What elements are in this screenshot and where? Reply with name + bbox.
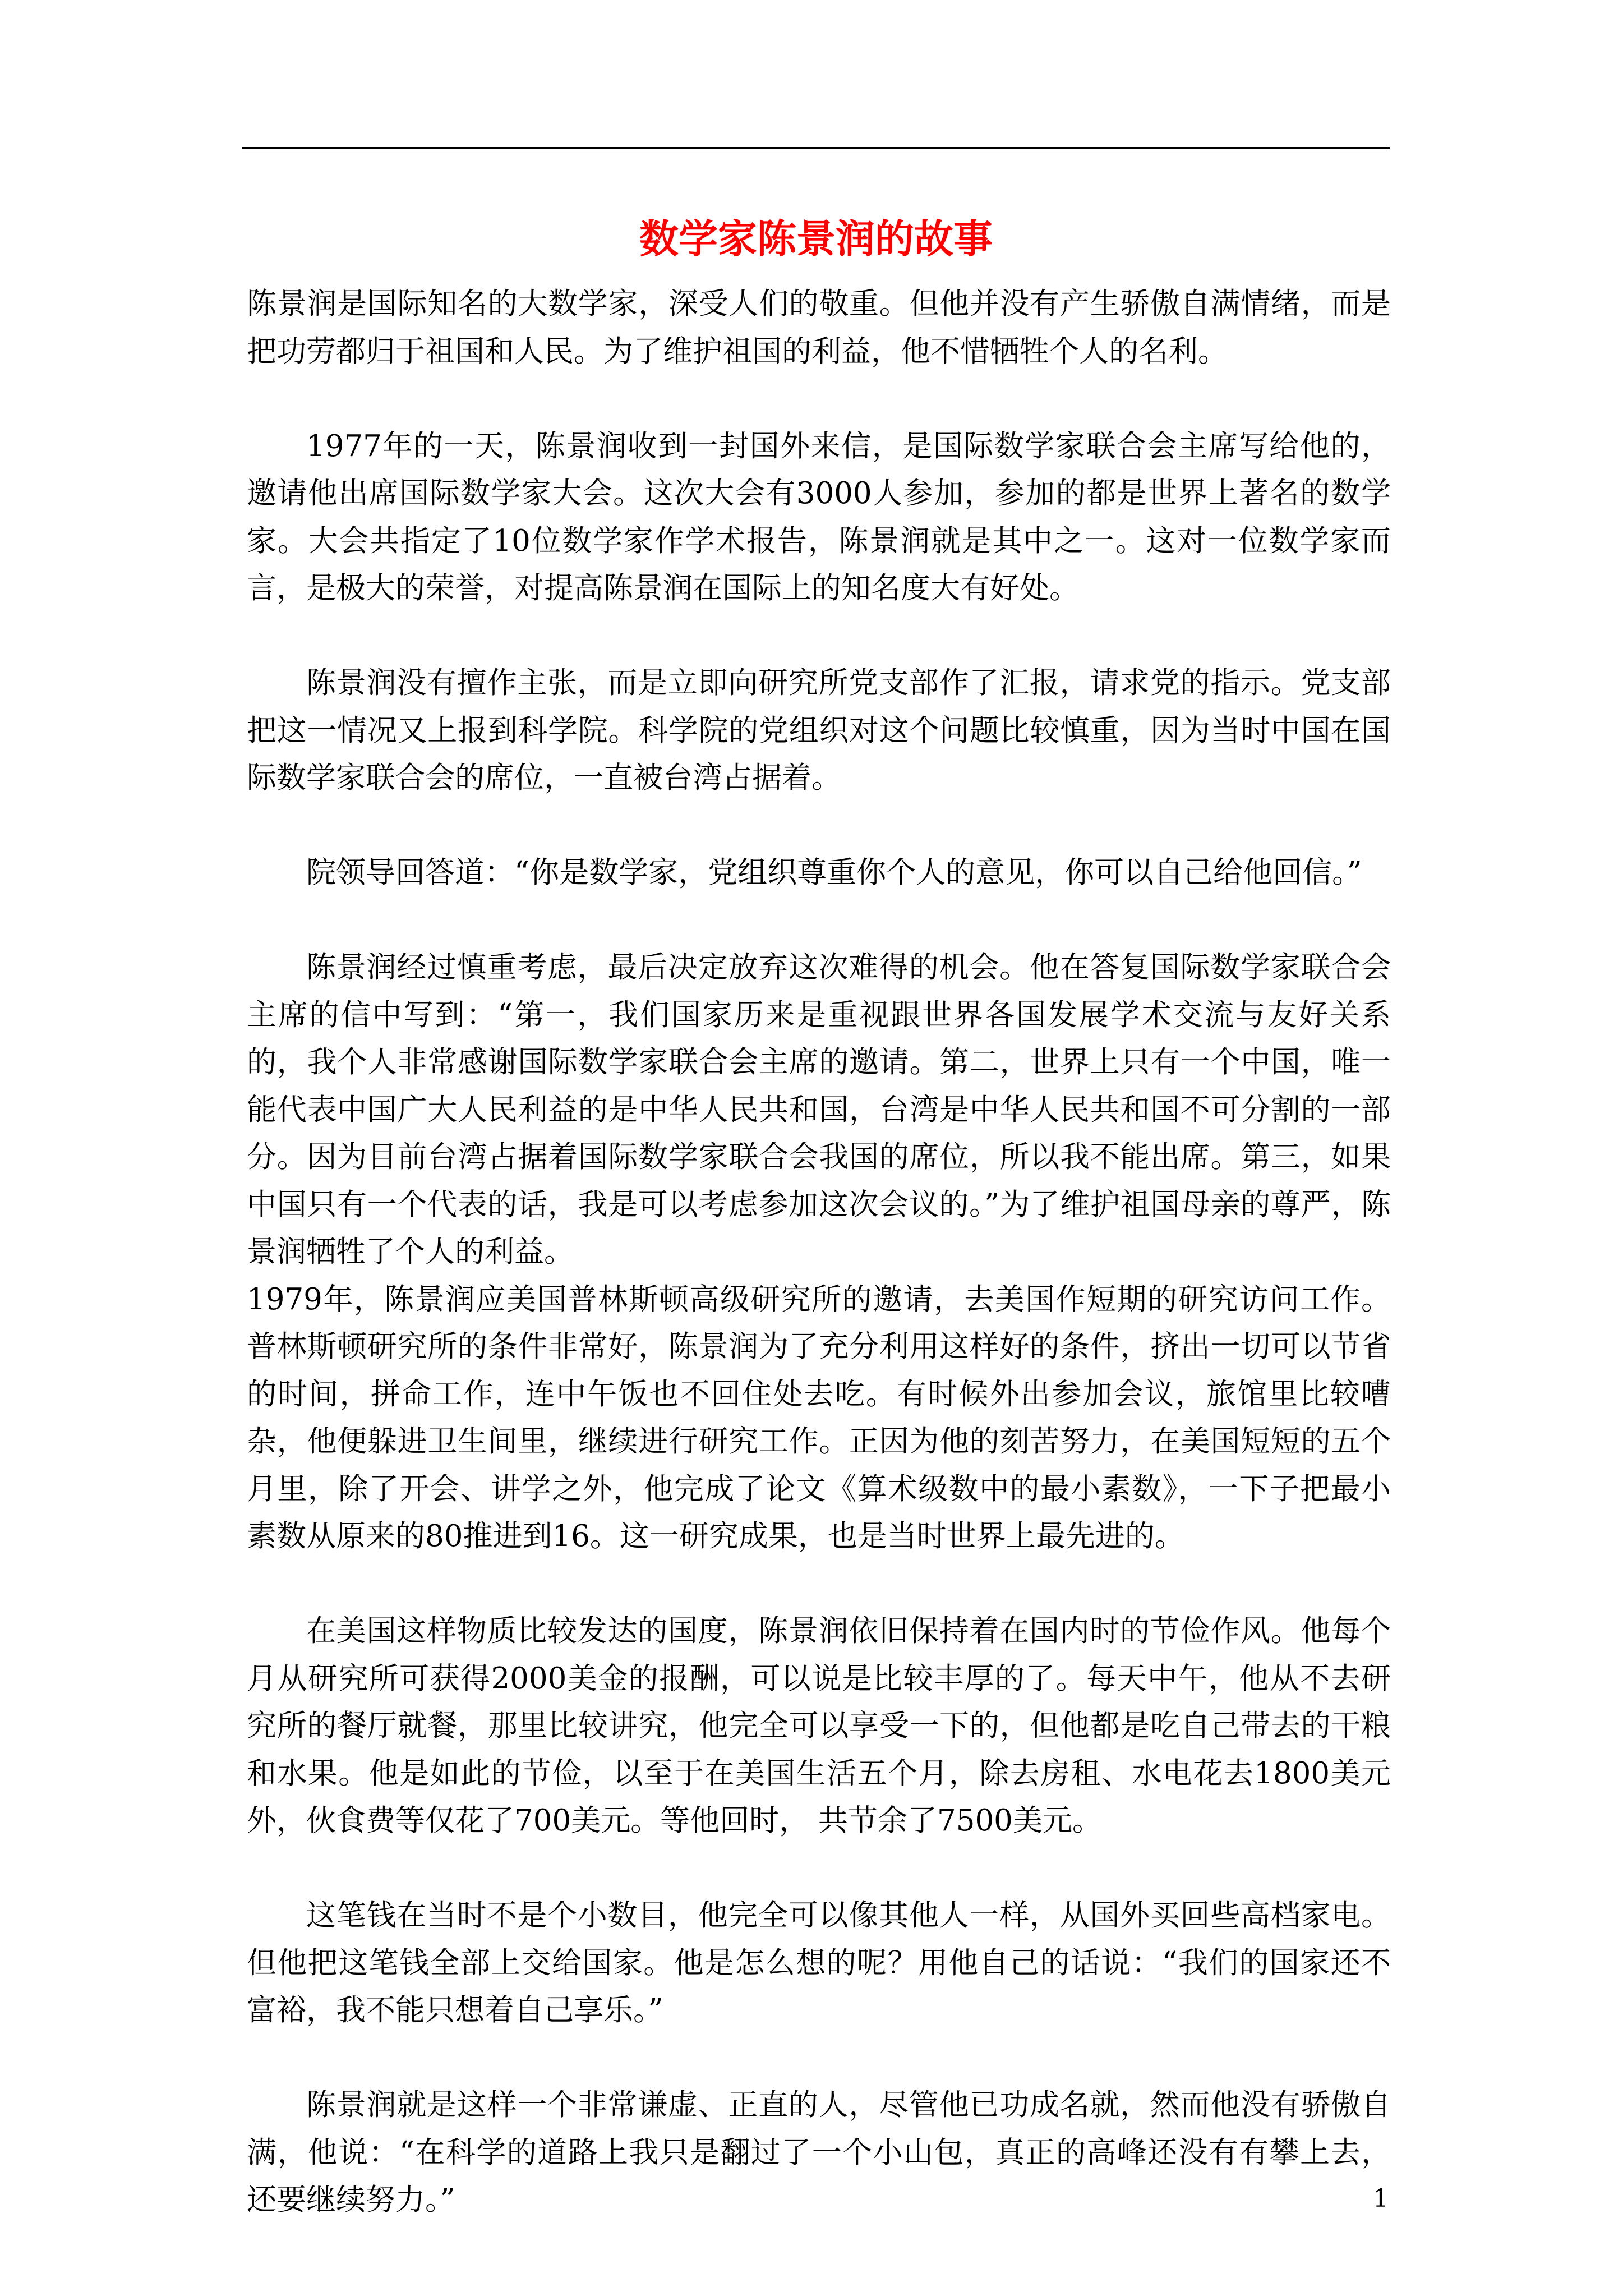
paragraph-report: 陈景润没有擅作主张，而是立即向研究所党支部作了汇报，请求党的指示。党支部把这一情况又上报到科学院。科学院的党组织对这个问题比较慎重，因为当时中国在国际数学家联合会的席位，一直被台湾占据着。 <box>247 666 1391 795</box>
paragraph-frugality: 在美国这样物质比较发达的国度，陈景润依旧保持着在国内时的节俭作风。他每个月从研究所可获得2000美金的报酬，可以说是比较丰厚的了。每天中午，他从不去研究所的餐厅就餐，那里比较讲究，他完全可以享受一下的，但他都是吃自己带去的干粮和水果。他是如此的节俭，以至于在美国生活五个月，除去房租、水电花去1800美元外，伙食费等仅花了700美元。等他回时， 共节余了7500美元。 <box>247 1614 1391 1838</box>
paragraph-invitation: 1977年的一天，陈景润收到一封国外来信，是国际数学家联合会主席写给他的，邀请他出席国际数学家大会。这次大会有3000人参加，参加的都是世界上著名的数学家。大会共指定了10位数学家作学术报告，陈景润就是其中之一。这对一位数学家而言，是极大的荣誉，对提高陈景润在国际上的知名度大有好处。 <box>247 429 1391 605</box>
paragraph-reply: 院领导回答道：“你是数学家，党组织尊重你个人的意见，你可以自己给他回信。” <box>306 855 1362 890</box>
paragraph-intro: 陈景润是国际知名的大数学家，深受人们的敬重。但他并没有产生骄傲自满情绪，而是把功劳都归于祖国和人民。为了维护祖国的利益，他不惜牺牲个人的名利。 <box>247 287 1391 369</box>
header-rule <box>242 147 1390 149</box>
page-number: 1 <box>1373 2184 1389 2213</box>
paragraph-princeton: 1979年，陈景润应美国普林斯顿高级研究所的邀请，去美国作短期的研究访问工作。普林斯顿研究所的条件非常好，陈景润为了充分利用这样好的条件，挤出一切可以节省的时间，拼命工作，连中午饭也不回住处去吃。有时候外出参加会议，旅馆里比较嘈杂，他便躲进卫生间里，继续进行研究工作。正因为他的刻苦努力，在美国短短的五个月里，除了开会、讲学之外，他完成了论文《算术级数中的最小素数》，一下子把最小素数从原来的80推进到16。这一研究成果，也是当时世界上最先进的。 <box>247 1282 1391 1553</box>
document-title: 数学家陈景润的故事 <box>639 215 993 262</box>
paragraph-modesty: 陈景润就是这样一个非常谦虚、正直的人，尽管他已功成名就，然而他没有骄傲自满，他说：“在科学的道路上我只是翻过了一个小山包，真正的高峰还没有有攀上去，还要继续努力。” <box>247 2088 1391 2217</box>
document-body <box>247 280 1391 2224</box>
paragraph-donation: 这笔钱在当时不是个小数目，他完全可以像其他人一样，从国外买回些高档家电。但他把这笔钱全部上交给国家。他是怎么想的呢？用他自己的话说：“我们的国家还不富裕，我不能只想着自己享乐。” <box>247 1898 1391 2027</box>
paragraph-letter: 陈景润经过慎重考虑，最后决定放弃这次难得的机会。他在答复国际数学家联合会主席的信中写到：“第一，我们国家历来是重视跟世界各国发展学术交流与友好关系的，我个人非常感谢国际数学家联合会主席的邀请。第二，世界上只有一个中国，唯一能代表中国广大人民利益的是中华人民共和国，台湾是中华人民共和国不可分割的一部分。因为目前台湾占据着国际数学家联合会我国的席位，所以我不能出席。第三，如果中国只有一个代表的话，我是可以考虑参加这次会议的。”为了维护祖国母亲的尊严，陈景润牺牲了个人的利益。 <box>247 950 1391 1269</box>
